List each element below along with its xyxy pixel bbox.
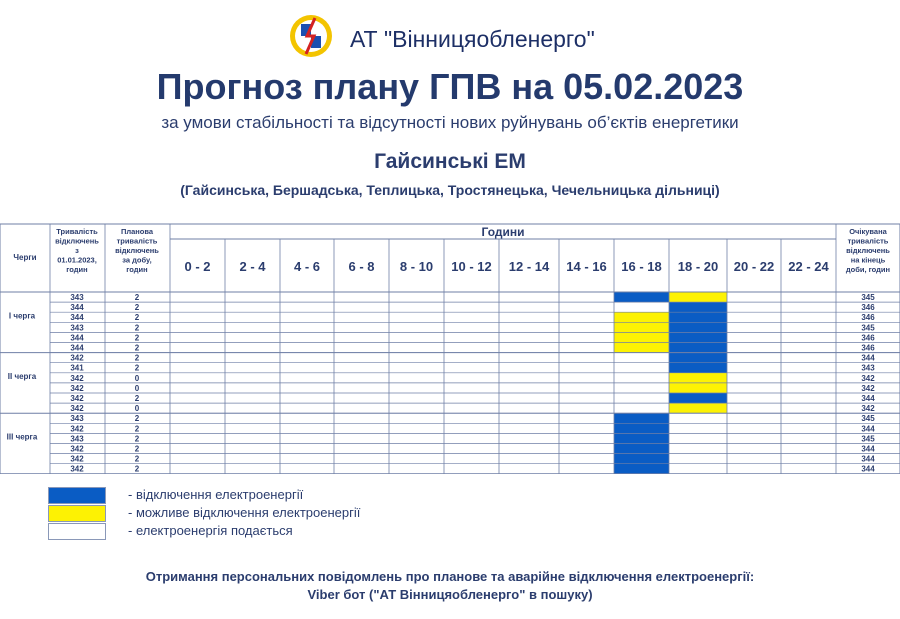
planned-value: 2 <box>134 464 140 474</box>
duration-value: 343 <box>70 414 84 424</box>
expected-value: 344 <box>861 394 875 403</box>
duration-value: 344 <box>70 333 84 343</box>
schedule-cell-blue <box>669 312 727 322</box>
duration-value: 344 <box>70 303 84 313</box>
header-planned: годин <box>126 265 148 274</box>
schedule-cell-blue <box>614 444 669 454</box>
schedule-cell-blue <box>669 393 727 403</box>
header-expected: тривалість <box>847 236 889 246</box>
company-name: АТ "Вінницяобленерго" <box>350 26 595 52</box>
legend-swatch-blue <box>48 487 106 504</box>
expected-value: 344 <box>861 444 875 454</box>
hour-label: 18 - 20 <box>677 259 719 274</box>
schedule-cell-blue <box>614 292 669 302</box>
expected-value: 345 <box>861 434 875 444</box>
schedule-cell-blue <box>614 433 669 443</box>
duration-value: 344 <box>70 343 84 353</box>
header-planned: за добу, <box>122 255 152 265</box>
schedule-cell-blue <box>614 454 669 464</box>
schedule-cell-yellow <box>614 332 669 342</box>
expected-value: 343 <box>861 363 875 373</box>
duration-value: 344 <box>70 313 84 323</box>
expected-value: 345 <box>861 414 875 424</box>
planned-value: 2 <box>134 303 140 313</box>
legend-item-power-on <box>48 523 468 541</box>
schedule-cell-yellow <box>614 312 669 322</box>
planned-value: 2 <box>134 424 140 434</box>
hour-label: 20 - 22 <box>733 259 775 274</box>
header-expected: Очікувана <box>849 227 887 236</box>
hour-label: 14 - 16 <box>566 259 607 274</box>
footer-line-2: Viber бот ("АТ Вінницяобленерго" в пошуку) <box>307 587 593 602</box>
legend-label: - можливе відключення електроенергії <box>128 505 361 520</box>
footer <box>0 568 900 604</box>
hour-label: 6 - 8 <box>348 259 375 274</box>
footer-line-1: Отримання персональних повідомлень про планове та аварійне відключення електроенергії: <box>145 569 755 584</box>
planned-value: 0 <box>134 383 140 393</box>
expected-value: 342 <box>861 383 875 393</box>
header-planned: відключень <box>115 246 159 255</box>
planned-value: 2 <box>134 293 140 302</box>
expected-value: 342 <box>861 373 875 383</box>
queue-label: ІІ черга <box>7 371 37 381</box>
duration-value: 341 <box>70 363 84 373</box>
hour-label: 0 - 2 <box>184 259 211 274</box>
duration-value: 343 <box>70 323 84 333</box>
expected-value: 346 <box>861 313 875 323</box>
duration-value: 342 <box>70 353 84 363</box>
hour-label: 16 - 18 <box>621 259 662 274</box>
schedule-cell-yellow <box>669 383 727 393</box>
hour-label: 22 - 24 <box>788 259 829 274</box>
schedule-cell-blue <box>669 302 727 312</box>
schedule-cell-blue <box>614 464 669 474</box>
schedule-cell-blue <box>669 363 727 373</box>
schedule-cell-blue <box>614 413 669 423</box>
planned-value: 2 <box>134 333 140 343</box>
schedule-table <box>0 222 900 474</box>
queue-label: ІІІ черга <box>6 432 38 442</box>
header-planned: Планова <box>120 227 154 236</box>
header-expected: на кінець <box>850 255 886 265</box>
expected-value: 342 <box>861 404 875 414</box>
queue-label: І черга <box>8 311 36 321</box>
expected-value: 346 <box>861 343 875 353</box>
duration-value: 342 <box>70 383 84 393</box>
planned-value: 2 <box>134 323 140 333</box>
legend-swatch-yellow <box>48 505 106 522</box>
region-title: Гайсинські ЕМ <box>374 150 526 173</box>
page-subtitle: за умови стабільності та відсутності нових руйнувань об’єктів енергетики <box>161 113 739 132</box>
planned-value: 0 <box>134 404 140 414</box>
legend-item-outage <box>48 487 468 505</box>
header-duration: годин <box>66 265 88 274</box>
legend-label: - електроенергія подається <box>128 523 293 538</box>
planned-value: 2 <box>134 444 140 454</box>
districts-list: (Гайсинська, Бершадська, Теплицька, Тростянецька, Чечельницька дільниці) <box>180 182 720 198</box>
planned-value: 2 <box>134 363 140 373</box>
company-logo <box>287 12 335 60</box>
planned-value: 2 <box>134 343 140 353</box>
planned-value: 2 <box>134 353 140 363</box>
duration-value: 342 <box>70 404 84 414</box>
expected-value: 344 <box>861 424 875 434</box>
expected-value: 344 <box>861 353 875 363</box>
hour-label: 10 - 12 <box>451 259 492 274</box>
duration-value: 342 <box>70 464 84 474</box>
planned-value: 2 <box>134 414 140 424</box>
schedule-cell-blue <box>669 343 727 353</box>
duration-value: 343 <box>70 434 84 444</box>
duration-value: 342 <box>70 444 84 454</box>
expected-value: 345 <box>861 323 875 333</box>
header-duration: Тривалість <box>56 227 98 236</box>
duration-value: 342 <box>70 454 84 464</box>
header-hours: Години <box>481 225 525 239</box>
planned-value: 2 <box>134 394 140 403</box>
header-queues: Черги <box>13 253 37 262</box>
duration-value: 342 <box>70 424 84 434</box>
schedule-cell-yellow <box>669 403 727 413</box>
schedule-cell-yellow <box>669 373 727 383</box>
schedule-cell-yellow <box>614 322 669 332</box>
duration-value: 343 <box>70 293 84 302</box>
legend-item-possible-outage <box>48 505 468 523</box>
duration-value: 342 <box>70 394 84 403</box>
expected-value: 346 <box>861 303 875 313</box>
header-duration: відключень <box>55 236 99 246</box>
expected-value: 344 <box>861 464 875 474</box>
header-duration: 01.01.2023, <box>57 255 97 265</box>
header-expected: відключень <box>846 246 890 255</box>
schedule-cell-blue <box>669 332 727 342</box>
header-planned: тривалість <box>116 236 158 246</box>
planned-value: 2 <box>134 434 140 444</box>
duration-value: 342 <box>70 373 84 383</box>
legend-label: - відключення електроенергії <box>128 487 304 502</box>
planned-value: 2 <box>134 313 140 323</box>
header-duration: з <box>75 246 79 255</box>
legend-swatch-white <box>48 523 106 540</box>
page-title: Прогноз плану ГПВ на 05.02.2023 <box>156 66 744 107</box>
expected-value: 346 <box>861 333 875 343</box>
header-expected: доби, годин <box>845 265 891 274</box>
hour-label: 4 - 6 <box>293 259 321 274</box>
hour-label: 2 - 4 <box>239 259 266 274</box>
schedule-cell-yellow <box>614 343 669 353</box>
expected-value: 344 <box>861 454 875 464</box>
schedule-cell-blue <box>669 322 727 332</box>
planned-value: 0 <box>134 373 140 383</box>
schedule-cell-blue <box>669 353 727 363</box>
header <box>0 8 900 60</box>
schedule-cell-yellow <box>669 292 727 302</box>
planned-value: 2 <box>134 454 140 464</box>
schedule-cell-blue <box>614 423 669 433</box>
expected-value: 345 <box>861 293 875 302</box>
hour-label: 8 - 10 <box>399 259 434 274</box>
hour-label: 12 - 14 <box>508 259 550 274</box>
